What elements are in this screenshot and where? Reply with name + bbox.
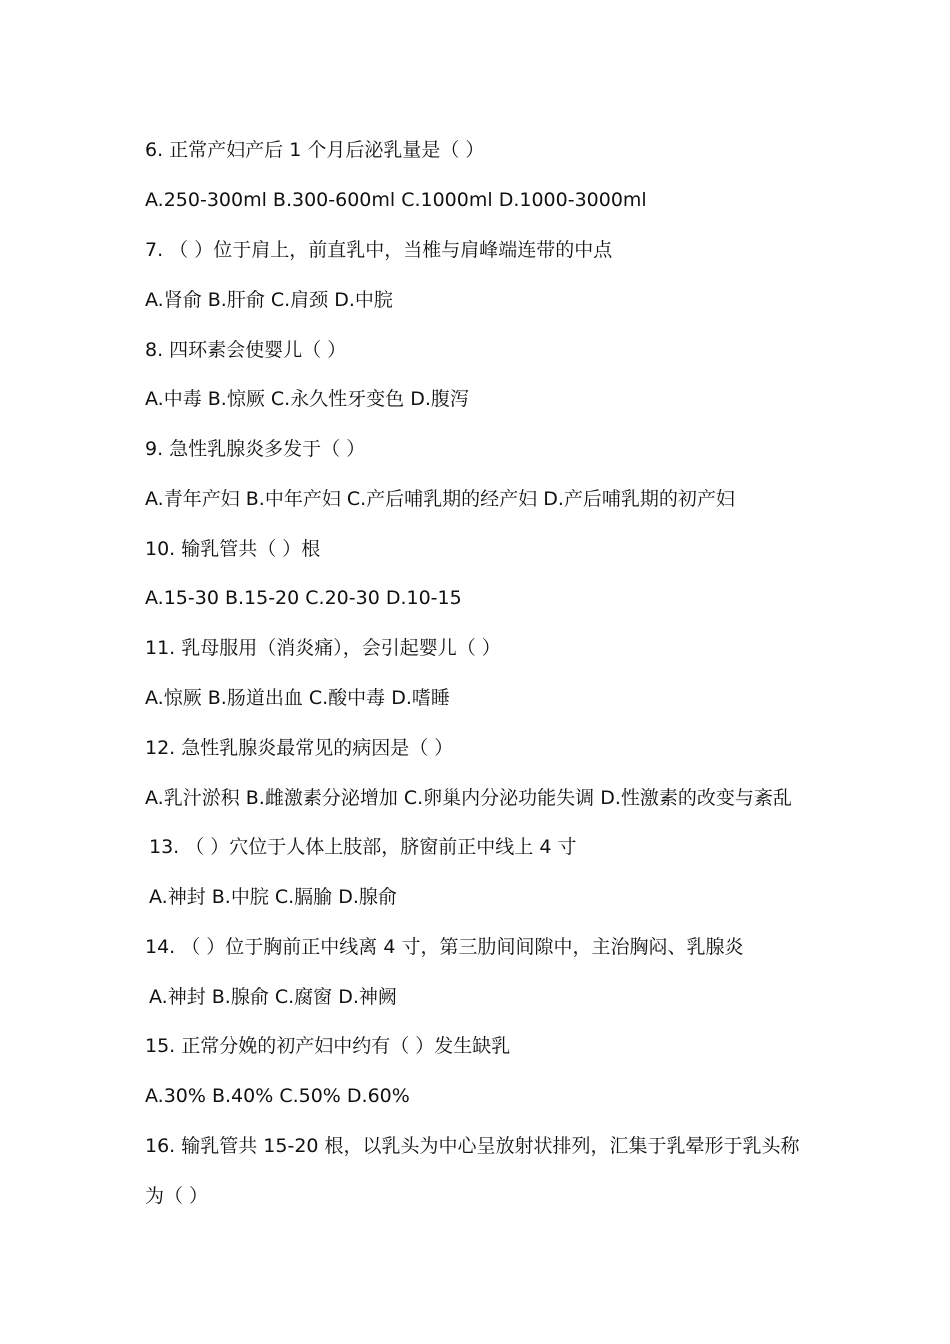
answer-options-15: A.30% B.40% C.50% D.60% (145, 1085, 410, 1107)
answer-options-9: A.青年产妇 B.中年产妇 C.产后哺乳期的经产妇 D.产后哺乳期的初产妇 (145, 488, 735, 510)
answer-options-14: A.神封 B.腺俞 C.腐窗 D.神阙 (149, 986, 397, 1008)
question-11: 11. 乳母服用（消炎痛），会引起婴儿（ ） (145, 637, 501, 659)
question-7: 7. （ ）位于肩上，前直乳中，当椎与肩峰端连带的中点 (145, 239, 613, 261)
question-6: 6. 正常产妇产后 1 个月后泌乳量是（ ） (145, 139, 485, 161)
question-13: 13. （ ）穴位于人体上肢部，脐窗前正中线上 4 寸 (149, 836, 577, 858)
answer-options-10: A.15-30 B.15-20 C.20-30 D.10-15 (145, 587, 462, 609)
question-14: 14. （ ）位于胸前正中线离 4 寸，第三肋间间隙中，主治胸闷、乳腺炎 (145, 936, 744, 958)
question-16-continuation: 为（ ） (145, 1185, 209, 1207)
question-10: 10. 输乳管共（ ）根 (145, 538, 321, 560)
answer-options-13: A.神封 B.中脘 C.膈腧 D.腺俞 (149, 886, 397, 908)
answer-options-6: A.250-300ml B.300-600ml C.1000ml D.1000-3000ml (145, 189, 647, 211)
question-12: 12. 急性乳腺炎最常见的病因是（ ） (145, 737, 454, 759)
answer-options-8: A.中毒 B.惊厥 C.永久性牙变色 D.腹泻 (145, 388, 469, 410)
answer-options-7: A.肾俞 B.肝俞 C.肩颈 D.中脘 (145, 289, 393, 311)
question-16: 16. 输乳管共 15-20 根，以乳头为中心呈放射状排列，汇集于乳晕形于乳头称 (145, 1135, 800, 1157)
question-15: 15. 正常分娩的初产妇中约有（ ）发生缺乳 (145, 1035, 511, 1057)
question-9: 9. 急性乳腺炎多发于（ ） (145, 438, 366, 460)
question-8: 8. 四环素会使婴儿（ ） (145, 339, 347, 361)
answer-options-11: A.惊厥 B.肠道出血 C.酸中毒 D.嗜睡 (145, 687, 450, 709)
answer-options-12: A.乳汁淤积 B.雌激素分泌增加 C.卵巢内分泌功能失调 D.性激素的改变与紊乱 (145, 787, 792, 809)
